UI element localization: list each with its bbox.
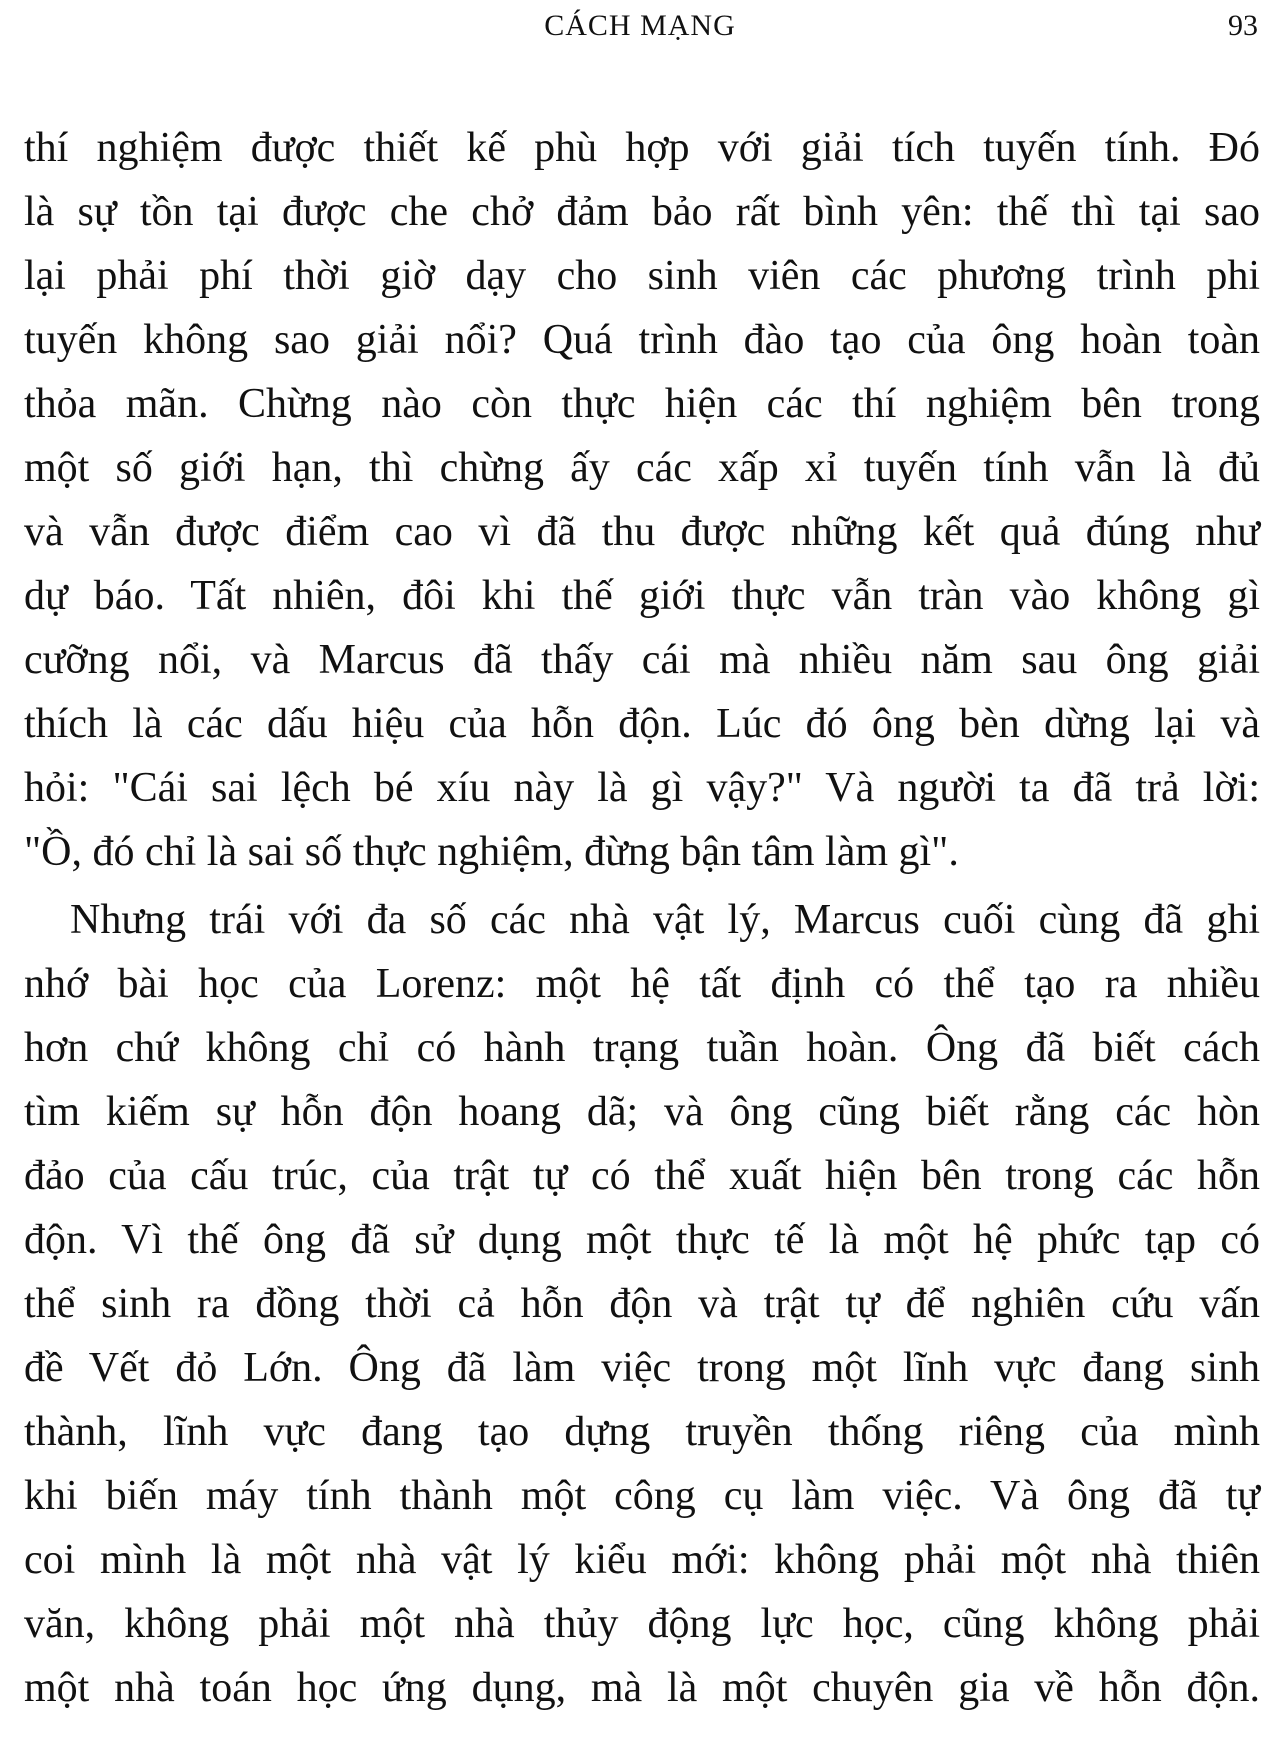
text-line: độn. Vì thế ông đã sử dụng một thực tế là một hệ phức tạp có [24,1217,1260,1263]
text-line: coi mình là một nhà vật lý kiểu mới: không phải một nhà thiên [24,1537,1260,1583]
text-line: văn, không phải một nhà thủy động lực học, cũng không phải [24,1601,1260,1647]
text-line: thành, lĩnh vực đang tạo dựng truyền thống riêng của mình [24,1409,1260,1455]
text-line: đảo của cấu trúc, của trật tự có thể xuất hiện bên trong các hỗn [24,1153,1260,1199]
text-line: thỏa mãn. Chừng nào còn thực hiện các thí nghiệm bên trong [24,381,1260,427]
text-line: hỏi: "Cái sai lệch bé xíu này là gì vậy?" Và người ta đã trả lời: [24,765,1260,811]
text-line: và vẫn được điểm cao vì đã thu được những kết quả đúng như [24,509,1260,555]
text-line: khi biến máy tính thành một công cụ làm việc. Và ông đã tự [24,1473,1260,1519]
text-line: lại phải phí thời giờ dạy cho sinh viên các phương trình phi [24,253,1260,299]
text-line: tuyến không sao giải nổi? Quá trình đào tạo của ông hoàn toàn [24,317,1260,363]
text-line: nhớ bài học của Lorenz: một hệ tất định có thể tạo ra nhiều [24,961,1260,1007]
text-line: thể sinh ra đồng thời cả hỗn độn và trật tự để nghiên cứu vấn [24,1281,1260,1327]
body-text [24,116,1260,1720]
text-line: Nhưng trái với đa số các nhà vật lý, Marcus cuối cùng đã ghi [70,897,1260,943]
chapter-title-text: CÁCH MẠNG [544,9,736,42]
text-line: thí nghiệm được thiết kế phù hợp với giải tích tuyến tính. Đó [24,125,1260,171]
text-line: dự báo. Tất nhiên, đôi khi thế giới thực vẫn tràn vào không gì [24,573,1260,619]
text-line: một số giới hạn, thì chừng ấy các xấp xỉ tuyến tính vẫn là đủ [24,445,1260,491]
text-line: cưỡng nổi, và Marcus đã thấy cái mà nhiều năm sau ông giải [24,637,1260,683]
text-line: "Ồ, đó chỉ là sai số thực nghiệm, đừng bận tâm làm gì". [24,829,959,875]
page-number: 93 [1228,9,1258,42]
text-line: một nhà toán học ứng dụng, mà là một chuyên gia về hỗn độn. [24,1665,1260,1711]
paragraph-1 [24,116,1260,884]
text-line: thích là các dấu hiệu của hỗn độn. Lúc đó ông bèn dừng lại và [24,701,1260,747]
paragraph-2 [24,888,1260,1720]
text-line: đề Vết đỏ Lớn. Ông đã làm việc trong một lĩnh vực đang sinh [24,1345,1260,1391]
text-line: hơn chứ không chỉ có hành trạng tuần hoàn. Ông đã biết cách [24,1025,1260,1071]
running-head [0,2,1280,46]
text-line: tìm kiếm sự hỗn độn hoang dã; và ông cũng biết rằng các hòn [24,1089,1260,1135]
chapter-title [0,8,1280,44]
text-line: là sự tồn tại được che chở đảm bảo rất bình yên: thế thì tại sao [24,189,1260,235]
